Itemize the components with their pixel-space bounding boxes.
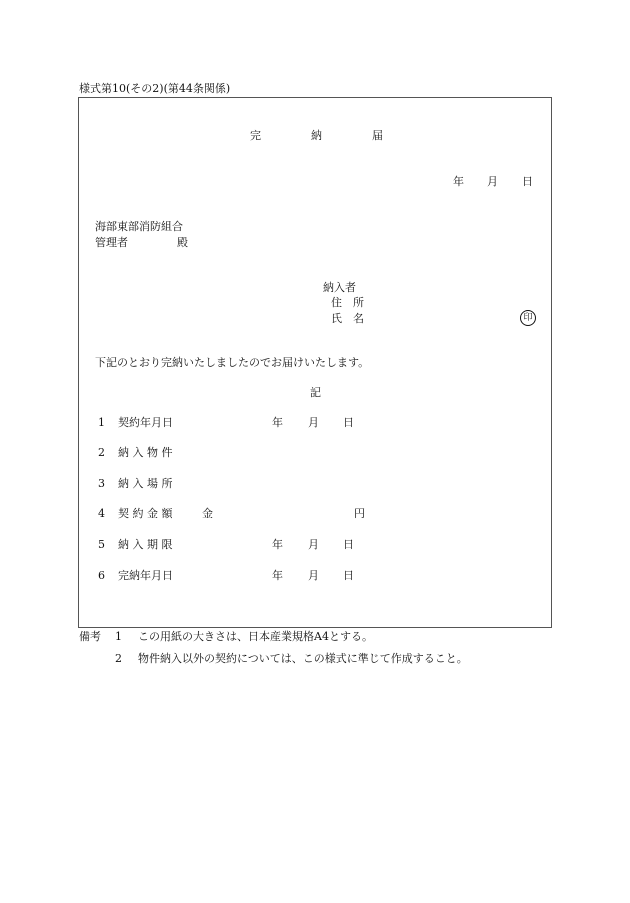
date-day: 日 [522,175,533,188]
address-label: 住 [331,296,342,309]
item-number: 1 [98,416,105,429]
date-month: 月 [487,175,498,188]
submitter-label: 納入者 [323,281,356,294]
item-year: 年 [272,416,283,429]
recipient-org: 海部東部消防組合 [95,220,183,233]
form-id: 様式第10(その2)(第44条関係) [79,82,231,95]
date-year: 年 [453,175,464,188]
title-char: 完 [250,129,261,142]
notes-label: 備考 [79,630,101,643]
item-number: 4 [98,507,105,520]
item-day: 日 [343,569,354,582]
item-label: 完納年月日 [118,569,173,582]
item-label: 納 入 場 所 [118,477,173,490]
recipient-role: 管理者 [95,236,128,249]
item-month: 月 [308,569,319,582]
item-label: 契約年月日 [118,416,173,429]
note-text: 物件納入以外の契約については、この様式に準じて作成すること。 [138,652,468,665]
item-number: 5 [98,538,105,551]
item-day: 日 [343,538,354,551]
item-year: 年 [272,538,283,551]
statement: 下記のとおり完納いたしましたのでお届けいたします。 [95,356,370,369]
title-char: 納 [311,129,322,142]
note-number: 2 [115,652,122,665]
ki-heading: 記 [310,386,321,399]
recipient-honorific: 殿 [177,236,188,249]
item-kin: 金 [202,507,213,520]
item-label: 納 入 物 件 [118,446,173,459]
item-label: 契 約 金 額 [118,507,173,520]
seal-mark: 印 [520,310,536,326]
item-number: 3 [98,477,105,490]
item-month: 月 [308,416,319,429]
item-year: 年 [272,569,283,582]
title-char: 届 [372,129,383,142]
item-month: 月 [308,538,319,551]
item-number: 6 [98,569,105,582]
item-number: 2 [98,446,105,459]
name-label: 氏 [331,312,342,325]
note-text: この用紙の大きさは、日本産業規格A4とする。 [138,630,373,643]
address-label: 所 [353,296,364,309]
name-label: 名 [353,312,364,325]
item-yen: 円 [354,507,365,520]
note-number: 1 [115,630,122,643]
item-label: 納 入 期 限 [118,538,173,551]
item-day: 日 [343,416,354,429]
